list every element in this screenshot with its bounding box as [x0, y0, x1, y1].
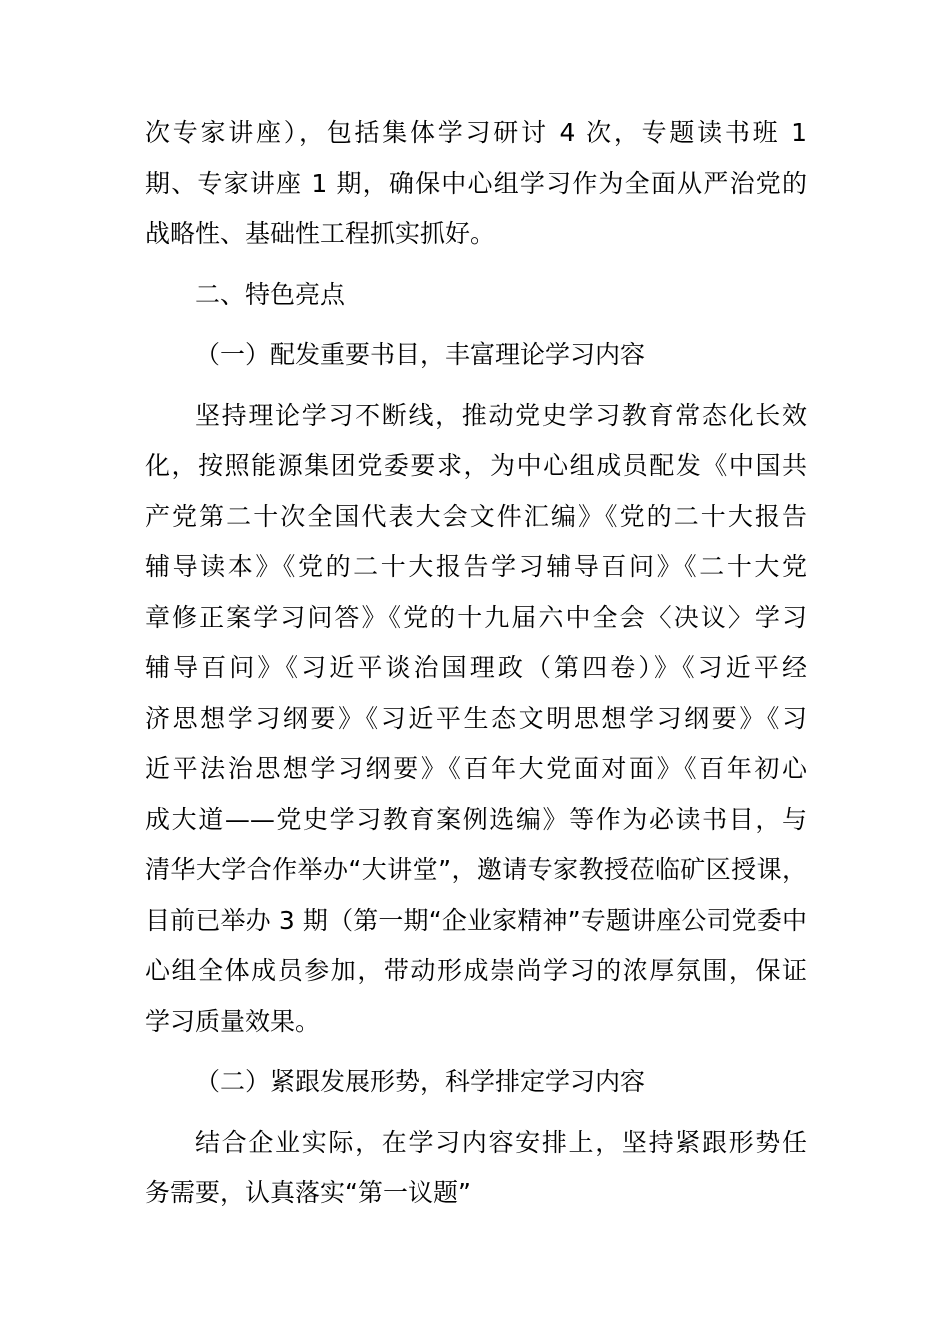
section-heading: 二、特色亮点 — [195, 279, 346, 309]
text-line: 产党第二十次全国代表大会文件汇编》《党的二十大报告 — [145, 501, 807, 531]
text-line: 章修正案学习问答》《党的十九届六中全会〈决议〉学习 — [145, 602, 807, 632]
text-line: 心组全体成员参加，带动形成崇尚学习的浓厚氛围，保证 — [145, 956, 807, 985]
text-line: 近平法治思想学习纲要》《百年大党面对面》《百年初心 — [145, 754, 807, 783]
subsection-heading: （二）紧跟发展形势，科学排定学习内容 — [195, 1067, 646, 1096]
text-line: 济思想学习纲要》《习近平生态文明思想学习纲要》《习 — [145, 703, 807, 733]
paragraph-reading-list — [145, 391, 807, 1048]
text-line: 学习质量效果。 — [145, 1006, 321, 1036]
text-line: 清华大学合作举办“大讲堂”，邀请专家教授莅临矿区授课， — [145, 855, 807, 884]
text-line: 战略性、基础性工程抓实抓好。 — [145, 219, 496, 248]
text-line: 辅导读本》《党的二十大报告学习辅导百问》《二十大党 — [145, 552, 807, 581]
text-line: 目前已举办 3 期（第一期“企业家精神”专题讲座公司党委中 — [145, 905, 807, 935]
text-line: 坚持理论学习不断线，推动党史学习教育常态化长效 — [195, 400, 807, 430]
text-line: 次专家讲座），包括集体学习研讨 4 次，专题读书班 1 — [145, 118, 807, 147]
text-line: 结合企业实际，在学习内容安排上，坚持紧跟形势任 — [195, 1127, 807, 1157]
text-line: 期、专家讲座 1 期，确保中心组学习作为全面从严治党的 — [145, 168, 807, 198]
paragraph-intro — [145, 108, 807, 260]
subsection-heading: （一）配发重要书目，丰富理论学习内容 — [195, 340, 646, 369]
paragraph-study-plan — [145, 1118, 807, 1219]
text-line: 辅导百问》《习近平谈治国理政（第四卷）》《习近平经 — [145, 653, 807, 682]
text-line: 化，按照能源集团党委要求，为中心组成员配发《中国共 — [145, 451, 807, 480]
text-line: 成大道——党史学习教育案例选编》等作为必读书目，与 — [145, 804, 807, 834]
text-line: 务需要，认真落实“第一议题” — [145, 1178, 471, 1207]
document-page — [145, 108, 807, 1219]
